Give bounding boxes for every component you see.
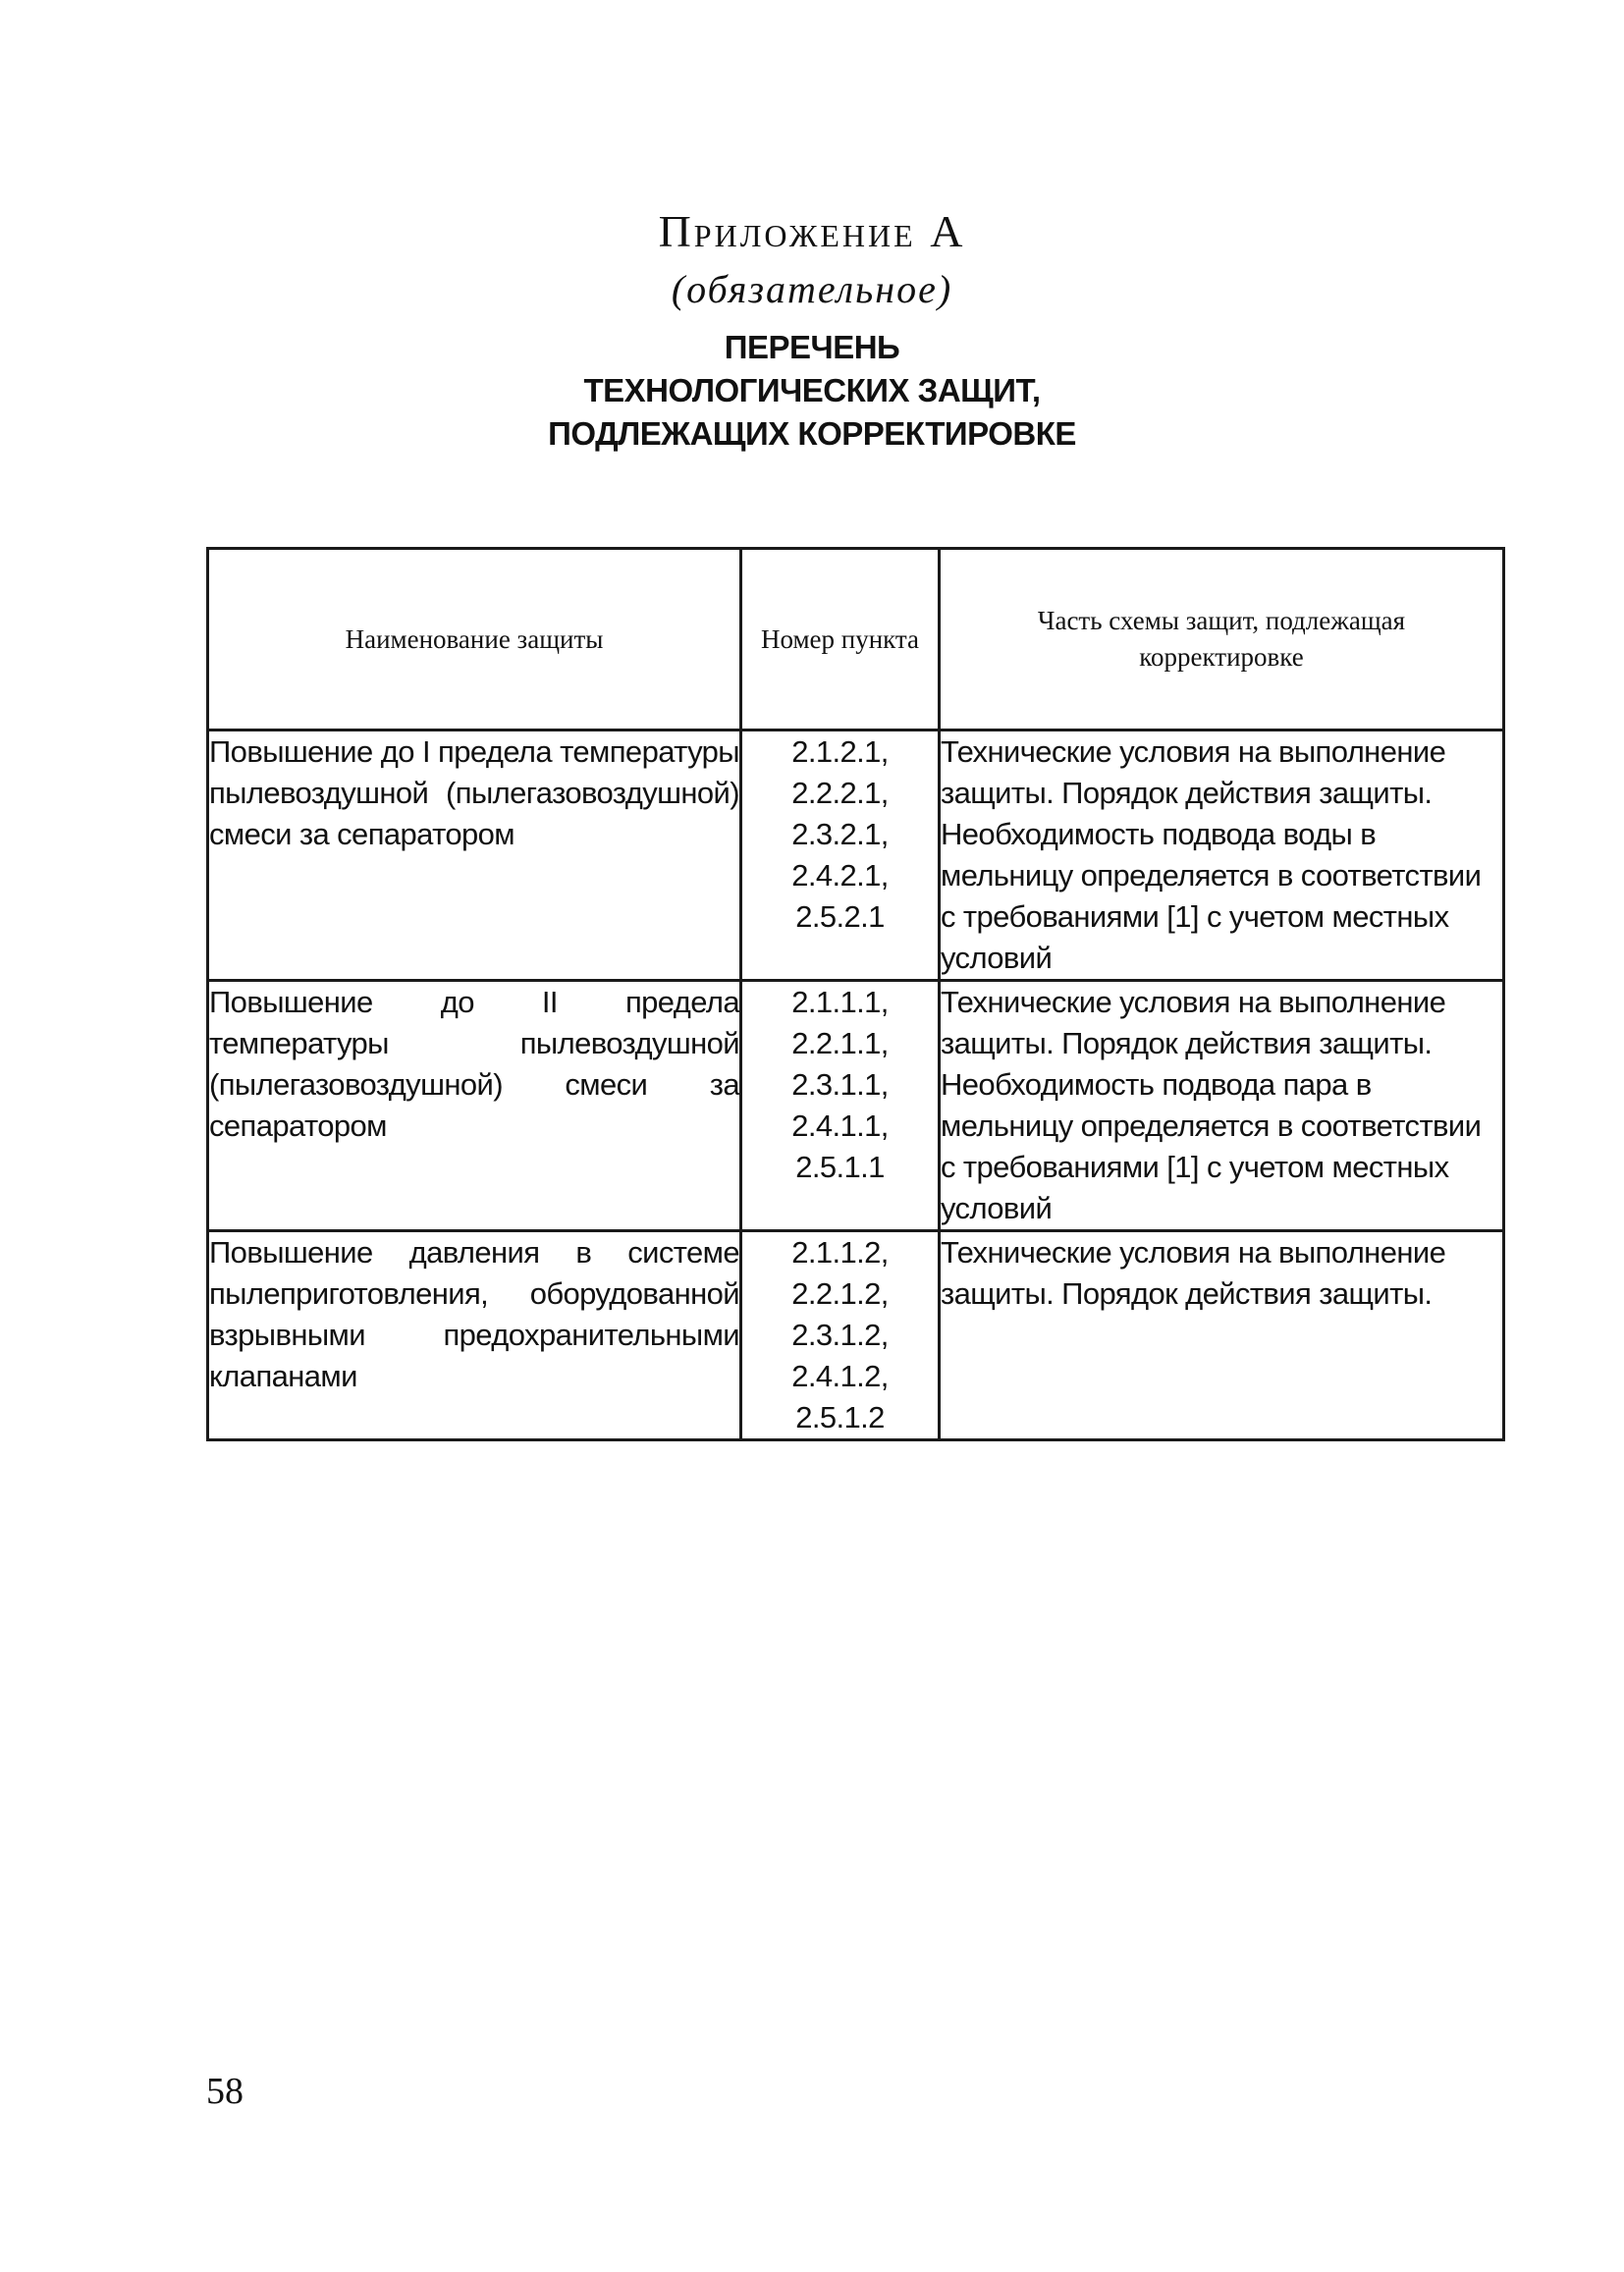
point-number: 2.3.1.1, <box>791 1067 889 1102</box>
point-number: 2.5.1.2 <box>795 1400 885 1434</box>
list-title-line: ПОДЛЕЖАЩИХ КОРРЕКТИРОВКЕ <box>548 415 1076 452</box>
appendix-status: (обязательное) <box>671 267 953 311</box>
point-number: 2.1.1.2, <box>791 1235 889 1270</box>
point-number: 2.4.1.1, <box>791 1109 889 1143</box>
scheme-part-cell: Технические условия на выполнение защиты. Порядок действия защиты. <box>940 1231 1504 1440</box>
protection-name-cell: Повышение давления в системе пылеприготовления, оборудованной взрывными предохранительными клапанами <box>208 1231 741 1440</box>
point-numbers-cell <box>741 981 940 1231</box>
appendix-title: Приложение А <box>658 206 966 256</box>
point-number: 2.4.1.2, <box>791 1359 889 1393</box>
table-row <box>208 981 1504 1231</box>
point-number: 2.1.2.1, <box>791 734 889 769</box>
table-row <box>208 730 1504 981</box>
point-number: 2.5.2.1 <box>795 899 885 934</box>
list-title-line: ТЕХНОЛОГИЧЕСКИХ ЗАЩИТ, <box>583 372 1041 408</box>
column-header-name: Наименование защиты <box>208 549 741 730</box>
protections-table <box>206 547 1505 1441</box>
point-number: 2.1.1.1, <box>791 985 889 1019</box>
point-number: 2.3.2.1, <box>791 817 889 851</box>
protection-name-cell: Повышение до I предела температуры пылевоздушной (пылегазовоздушной) смеси за сепаратором <box>208 730 741 981</box>
column-header-point: Номер пункта <box>741 549 940 730</box>
page-number: 58 <box>206 2071 244 2112</box>
list-title-line: ПЕРЕЧЕНЬ <box>724 329 900 365</box>
column-header-part: Часть схемы защит, подлежащая корректировке <box>940 549 1504 730</box>
protection-name-cell: Повышение до II предела температуры пылевоздушной (пылегазовоздушной) смеси за сепаратором <box>208 981 741 1231</box>
point-numbers-cell <box>741 730 940 981</box>
scheme-part-cell: Технические условия на выполнение защиты. Порядок действия защиты. Необходимость подвода пара в мельницу определяется в соответствии с требованиями [1] с учетом местных условий <box>940 981 1504 1231</box>
point-number: 2.5.1.1 <box>795 1150 885 1184</box>
point-number: 2.2.1.2, <box>791 1276 889 1311</box>
point-number: 2.4.2.1, <box>791 858 889 893</box>
list-title <box>0 326 1624 456</box>
scheme-part-cell: Технические условия на выполнение защиты. Порядок действия защиты. Необходимость подвода воды в мельницу определяется в соответствии с требованиями [1] с учетом местных условий <box>940 730 1504 981</box>
point-number: 2.2.1.1, <box>791 1026 889 1060</box>
point-number: 2.3.1.2, <box>791 1318 889 1352</box>
table-row <box>208 1231 1504 1440</box>
table-header-row <box>208 549 1504 730</box>
point-numbers-cell <box>741 1231 940 1440</box>
point-number: 2.2.2.1, <box>791 776 889 810</box>
